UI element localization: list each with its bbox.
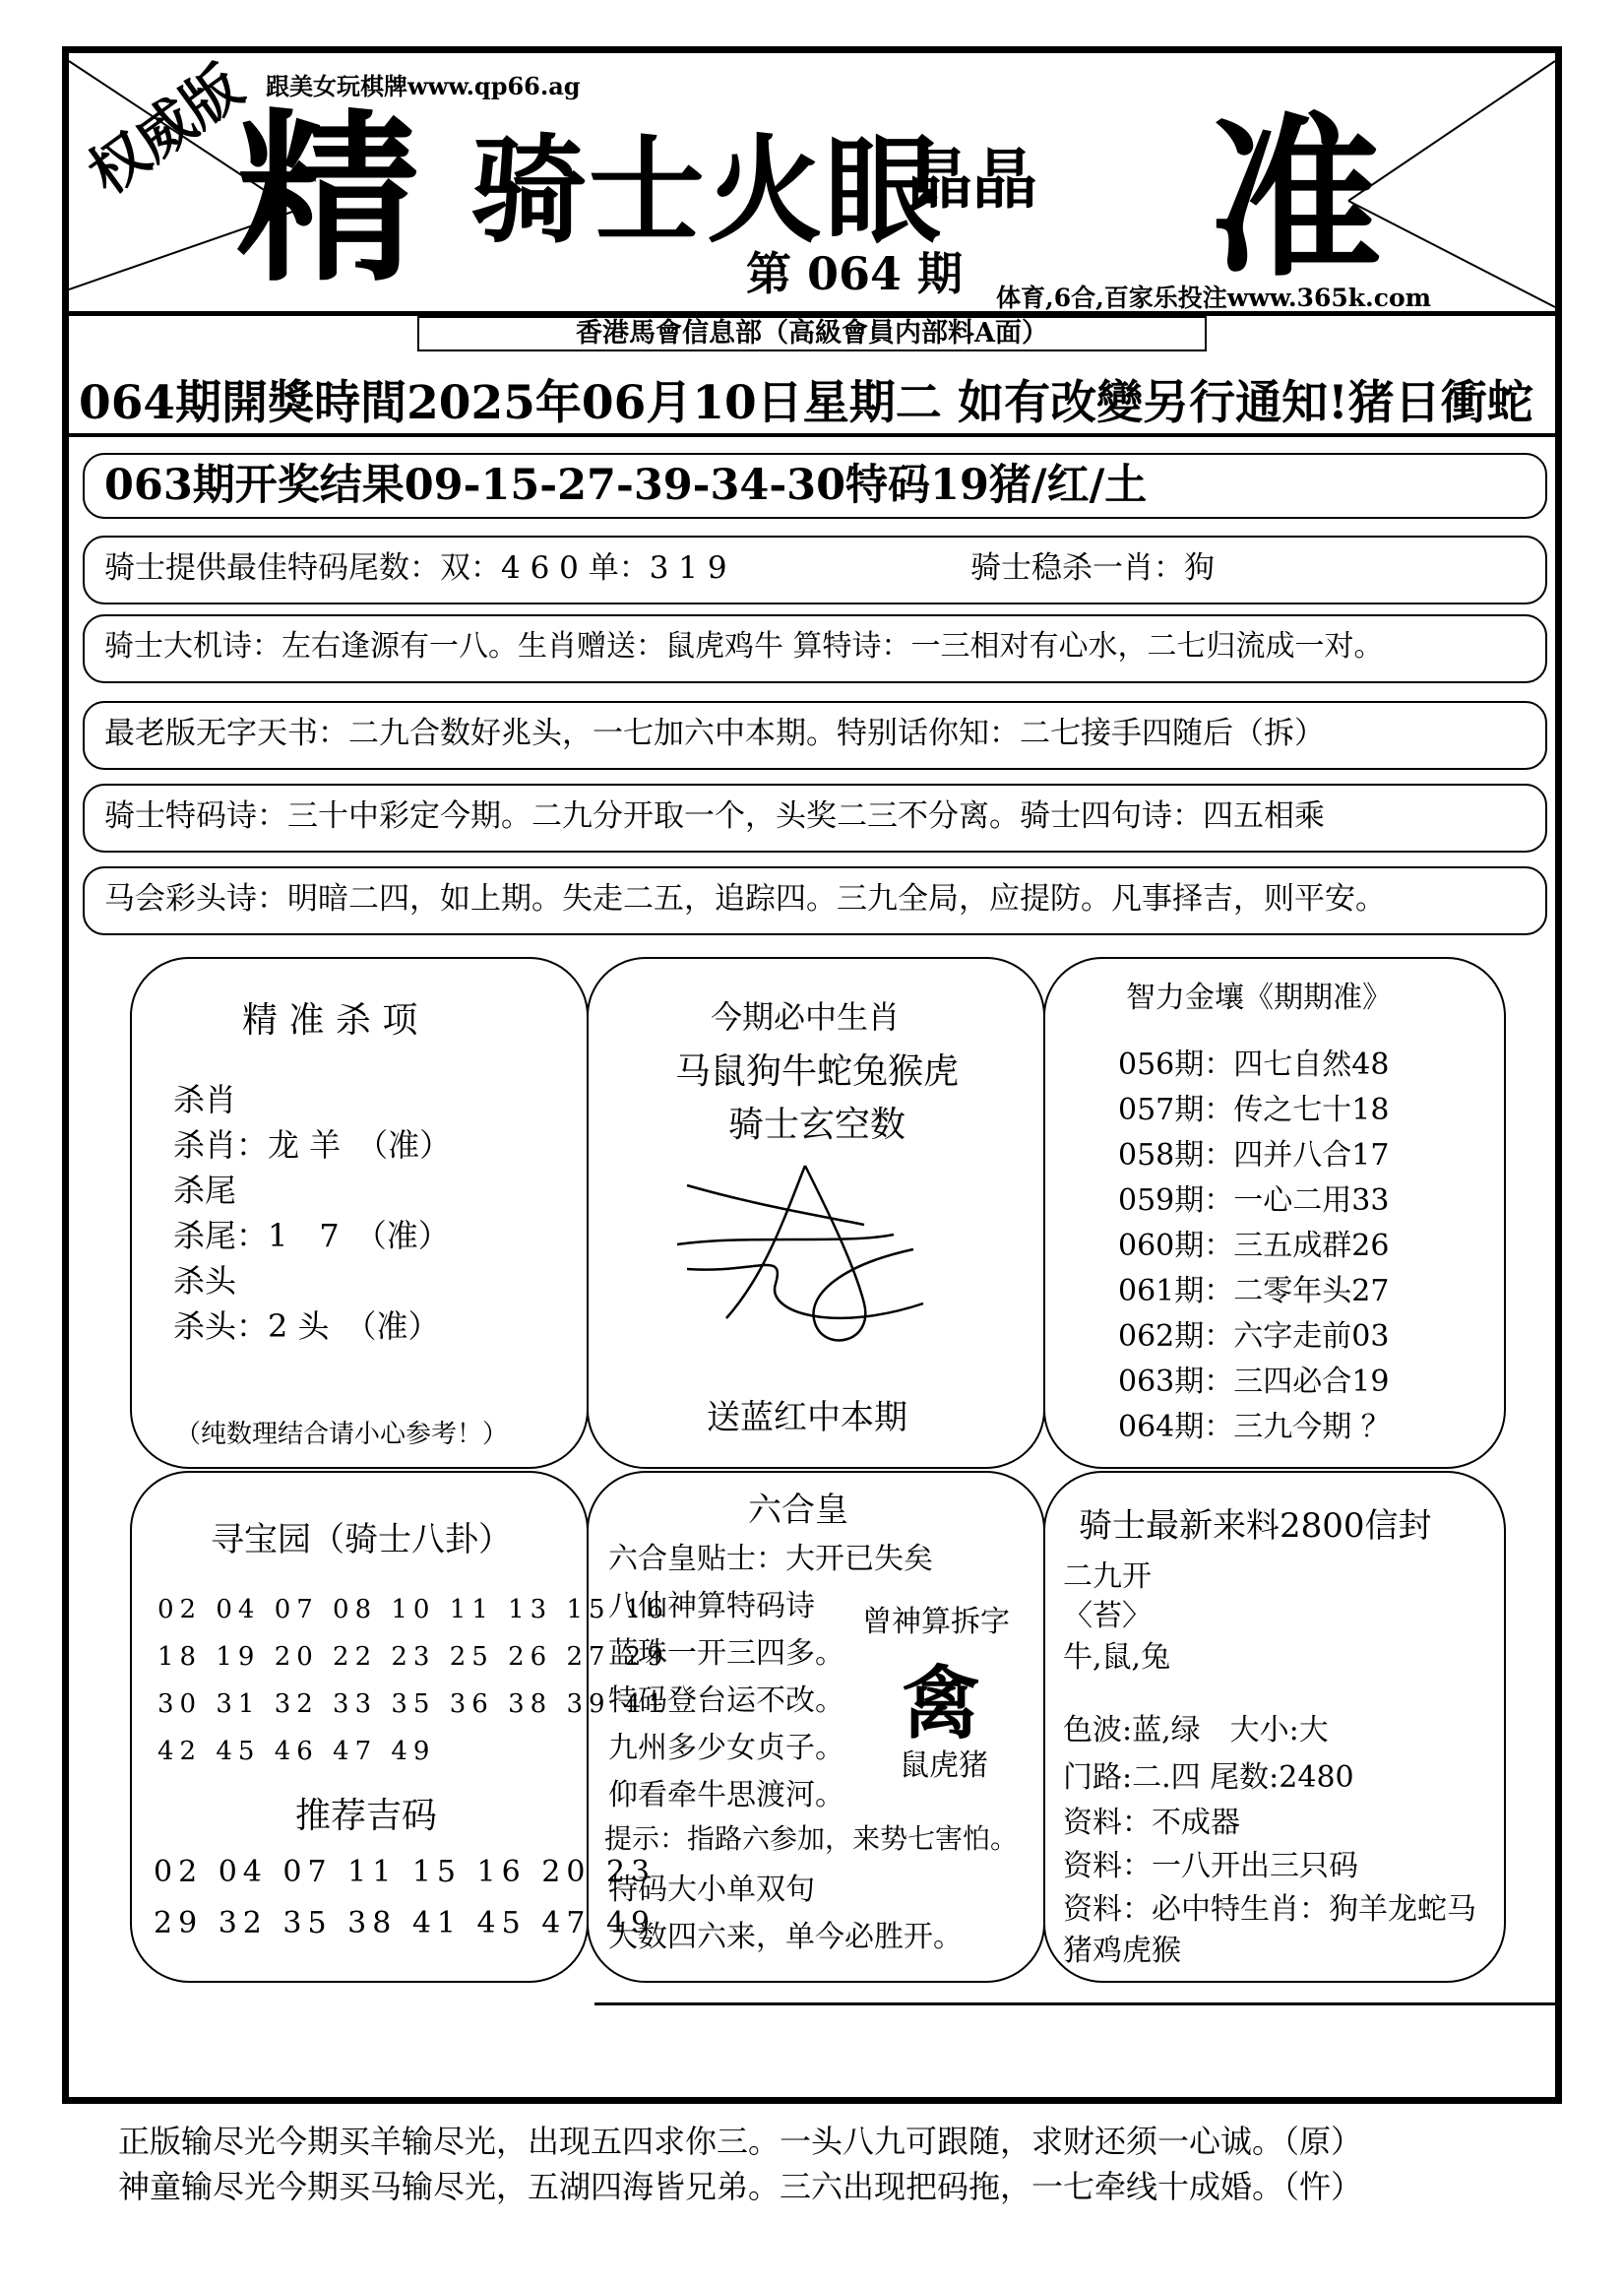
recommend-title: 推荐吉码	[295, 1796, 438, 1836]
latest-panel	[1043, 1471, 1506, 1983]
kill-line: 杀肖	[173, 1081, 237, 1118]
subtitle-box: 香港馬會信息部（高級會員内部料A面）	[417, 316, 1207, 351]
wisdom-line: 058期：四并八合17	[1118, 1138, 1390, 1173]
title-main: 骑士火眼	[470, 123, 944, 259]
kill-line: 杀头：2 头 （准）	[173, 1307, 440, 1345]
treasure-row: 30 31 32 33 35 36 38 39 41	[157, 1689, 669, 1719]
wisdom-line: 062期：六字走前03	[1118, 1319, 1390, 1354]
kill-title: 精 准 杀 项	[242, 1000, 418, 1041]
draw-divider	[69, 433, 1555, 437]
draw-time: 064期開獎時間2025年06月10日星期二 如有改變另行通知!猪日衝蛇	[79, 376, 1533, 430]
must-panel	[587, 957, 1045, 1469]
tail-row-right: 骑士稳杀一肖：狗	[970, 550, 1215, 586]
tail-row	[83, 536, 1547, 604]
latest-line: 色波:蓝,绿 大小:大	[1063, 1713, 1329, 1747]
result-row: 063期开奖结果09-15-27-39-34-30特码19猪/红/土	[83, 453, 1547, 519]
poem-row: 骑士大机诗：左右逢源有一八。生肖赠送：鼠虎鸡牛 算特诗：一三相对有心水，二七归流成一对。	[83, 614, 1547, 683]
liuhe-side-title: 曾神算拆字	[862, 1605, 1010, 1639]
latest-line: 猪鸡虎猴	[1063, 1934, 1181, 1968]
url-top: 跟美女玩棋牌www.qp66.ag	[266, 72, 581, 100]
latest-line: 牛,鼠,兔	[1063, 1640, 1171, 1675]
issue-number: 第 064 期	[746, 247, 964, 300]
code-poem-row: 骑士特码诗：三十中彩定今期。二九分开取一个，头奖二三不分离。骑士四句诗：四五相乘	[83, 784, 1547, 853]
kill-line: 杀肖：龙 羊 （准）	[173, 1126, 452, 1164]
liuhe-line: 特码大小单双句	[608, 1873, 815, 1907]
kill-line: 杀头	[173, 1262, 237, 1300]
latest-line: 资料：必中特生肖：狗羊龙蛇马	[1063, 1892, 1476, 1927]
liuhe-line: 蓝珠一开三四多。	[608, 1636, 844, 1671]
footer-line: 神童输尽光今期买马输尽光，五湖四海皆兄弟。三六出现把码拖，一七牵线十成婚。（忤）	[118, 2168, 1363, 2205]
treasure-row: 18 19 20 22 23 25 26 27 29	[157, 1642, 669, 1672]
treasure-row: 42 45 46 47 49	[157, 1737, 436, 1766]
book-row: 最老版无字天书：二九合数好兆头，一七加六中本期。特别话你知：二七接手四随后（拆）	[83, 701, 1547, 770]
treasure-title: 寻宝园（骑士八卦）	[211, 1520, 512, 1559]
kill-line: 杀尾：1 7 （准）	[173, 1217, 450, 1254]
authority-badge: 权威版	[76, 52, 255, 208]
recommend-row: 29 32 35 38 41 45 47 49	[154, 1906, 656, 1940]
wisdom-line: 061期：二零年头27	[1118, 1274, 1390, 1308]
liuhe-line: 八仙神算特码诗	[608, 1589, 815, 1623]
tail-row-left: 骑士提供最佳特码尾数：双：4 6 0 单：3 1 9	[104, 550, 727, 586]
title-jing: 精	[236, 93, 420, 306]
signature-scribble	[667, 1156, 963, 1363]
must-subtitle: 骑士玄空数	[728, 1105, 906, 1145]
latest-line: 二九开	[1063, 1559, 1152, 1594]
recommend-row: 02 04 07 11 15 16 20 23	[154, 1855, 656, 1889]
kill-panel	[130, 957, 589, 1469]
liuhe-side-sub: 鼠虎猪	[900, 1748, 988, 1783]
liuhe-line: 六合皇贴士：大开已失矣	[608, 1542, 933, 1576]
footer-line: 正版输尽光今期买羊输尽光，出现五四求你三。一头八九可跟随，求财还须一心诚。（原）	[118, 2123, 1363, 2160]
lucky-poem-row: 马会彩头诗：明暗二四，如上期。失走二五，追踪四。三九全局，应提防。凡事择吉，则平安。	[83, 866, 1547, 935]
wisdom-line: 057期：传之七十18	[1118, 1093, 1390, 1127]
must-footer: 送蓝红中本期	[707, 1398, 907, 1437]
wisdom-line: 063期：三四必合19	[1118, 1365, 1390, 1399]
latest-line: 门路:二.四 尾数:2480	[1063, 1760, 1354, 1795]
liuhe-title: 六合皇	[748, 1491, 848, 1530]
latest-line: 资料：不成器	[1063, 1806, 1240, 1840]
title-zhun: 准	[1209, 98, 1383, 300]
wisdom-line: 064期：三九今期 ？	[1118, 1410, 1391, 1444]
must-title: 今期必中生肖	[711, 998, 901, 1036]
liuhe-line: 特码登台运不改。	[608, 1683, 844, 1718]
must-zodiac: 马鼠狗牛蛇兔猴虎	[675, 1051, 960, 1092]
wisdom-line: 059期：一心二用33	[1118, 1183, 1390, 1218]
wisdom-title: 智力金壤《期期准》	[1126, 981, 1392, 1015]
liuhe-line: 提示：指路六参加，来势七害怕。	[604, 1822, 1019, 1855]
treasure-panel	[130, 1471, 669, 1983]
latest-line: 资料：一八开出三只码	[1063, 1849, 1358, 1883]
liuhe-side-char: 禽	[902, 1657, 980, 1749]
wisdom-panel	[1043, 957, 1506, 1469]
latest-title: 骑士最新来料2800信封	[1079, 1506, 1432, 1546]
kill-note: （纯数理结合请小心参考！）	[175, 1420, 509, 1449]
wisdom-line: 060期：三五成群26	[1118, 1229, 1390, 1263]
kill-line: 杀尾	[173, 1172, 237, 1209]
title-jingjing: 晶晶	[907, 142, 1037, 218]
liuhe-line: 仰看牵牛思渡河。	[608, 1778, 844, 1812]
wisdom-line: 056期：四七自然48	[1118, 1048, 1390, 1082]
bottom-rule	[594, 2002, 1555, 2005]
latest-line: 〈苔〉	[1063, 1599, 1152, 1633]
liuhe-panel	[587, 1471, 1045, 1983]
liuhe-line: 九州多少女贞子。	[608, 1731, 844, 1765]
url-right: 体育,6合,百家乐投注www.365k.com	[996, 284, 1432, 312]
liuhe-line: 大数四六来，单今必胜开。	[608, 1920, 963, 1954]
treasure-row: 02 04 07 08 10 11 13 15 16	[157, 1595, 669, 1624]
